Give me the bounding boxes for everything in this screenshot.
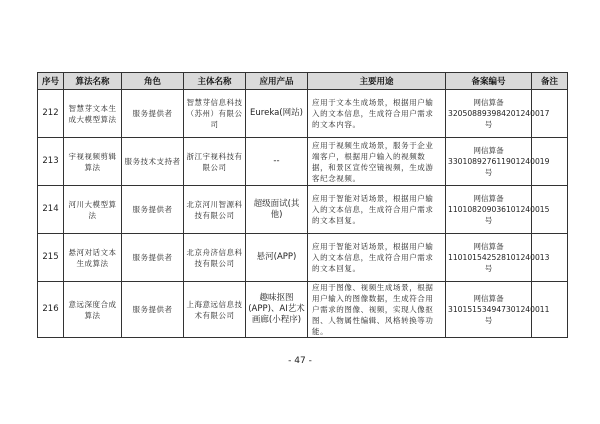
algorithm-registry-table (37, 72, 568, 338)
table-row (38, 282, 568, 338)
table-header-row (38, 73, 568, 90)
cell-algorithm: 悬河对话文本生成算法 (64, 234, 122, 282)
header-entity: 主体名称 (184, 73, 246, 90)
cell-usage: 应用于文本生成场景，根据用户输入的文本信息，生成符合用户需求的文本内容。 (308, 90, 446, 138)
table-row (38, 186, 568, 234)
cell-product: 悬河(APP) (246, 234, 308, 282)
cell-record: 网信算备310151534947301240011号 (446, 282, 532, 338)
cell-record: 网信算备320508893984201240017号 (446, 90, 532, 138)
cell-algorithm: 宇视视频剪辑算法 (64, 138, 122, 186)
cell-record: 网信算备110108209036101240015号 (446, 186, 532, 234)
cell-entity: 浙江宇视科技有限公司 (184, 138, 246, 186)
table-row (38, 234, 568, 282)
cell-usage: 应用于视频生成场景，服务于企业端客户，根据用户输入的视频数据，和景区宣传空镜视频，生成游客纪念视频。 (308, 138, 446, 186)
page-number: - 47 - (288, 356, 312, 366)
cell-product: Eureka(网站) (246, 90, 308, 138)
cell-role: 服务提供者 (122, 186, 184, 234)
header-product: 应用产品 (246, 73, 308, 90)
cell-role: 服务提供者 (122, 90, 184, 138)
table-row (38, 138, 568, 186)
table-row (38, 90, 568, 138)
cell-role: 服务提供者 (122, 234, 184, 282)
cell-product: 趣味抠图(APP)、AI艺术画廊(小程序) (246, 282, 308, 338)
cell-usage: 应用于智能对话场景，根据用户输入的文本信息，生成符合用户需求的文本回复。 (308, 234, 446, 282)
cell-algorithm: 智慧芽文本生成大模型算法 (64, 90, 122, 138)
cell-seq: 212 (38, 90, 64, 138)
header-algorithm: 算法名称 (64, 73, 122, 90)
cell-entity: 北京河川智源科技有限公司 (184, 186, 246, 234)
header-seq: 序号 (38, 73, 64, 90)
cell-record: 网信算备330108927611901240019号 (446, 138, 532, 186)
cell-algorithm: 河川大模型算法 (64, 186, 122, 234)
cell-product: 超级面试(其他) (246, 186, 308, 234)
cell-record: 网信算备110101542528101240013号 (446, 234, 532, 282)
cell-usage: 应用于图像、视频生成场景，根据用户输入的图像数据，生成符合用户需求的图像、视频，实现人像抠图、人物属性编辑、风格转换等功能。 (308, 282, 446, 338)
cell-role: 服务技术支持者 (122, 138, 184, 186)
cell-seq: 213 (38, 138, 64, 186)
cell-algorithm: 意远深度合成算法 (64, 282, 122, 338)
header-note: 备注 (532, 73, 568, 90)
header-role: 角色 (122, 73, 184, 90)
cell-entity: 智慧芽信息科技（苏州）有限公司 (184, 90, 246, 138)
cell-seq: 216 (38, 282, 64, 338)
cell-usage: 应用于智能对话场景，根据用户输入的文本信息，生成符合用户需求的文本回复。 (308, 186, 446, 234)
cell-entity: 上海意远信息技术有限公司 (184, 282, 246, 338)
cell-role: 服务提供者 (122, 282, 184, 338)
header-usage: 主要用途 (308, 73, 446, 90)
cell-seq: 214 (38, 186, 64, 234)
cell-entity: 北京舟济信息科技有限公司 (184, 234, 246, 282)
header-record: 备案编号 (446, 73, 532, 90)
cell-product: -- (246, 138, 308, 186)
cell-seq: 215 (38, 234, 64, 282)
